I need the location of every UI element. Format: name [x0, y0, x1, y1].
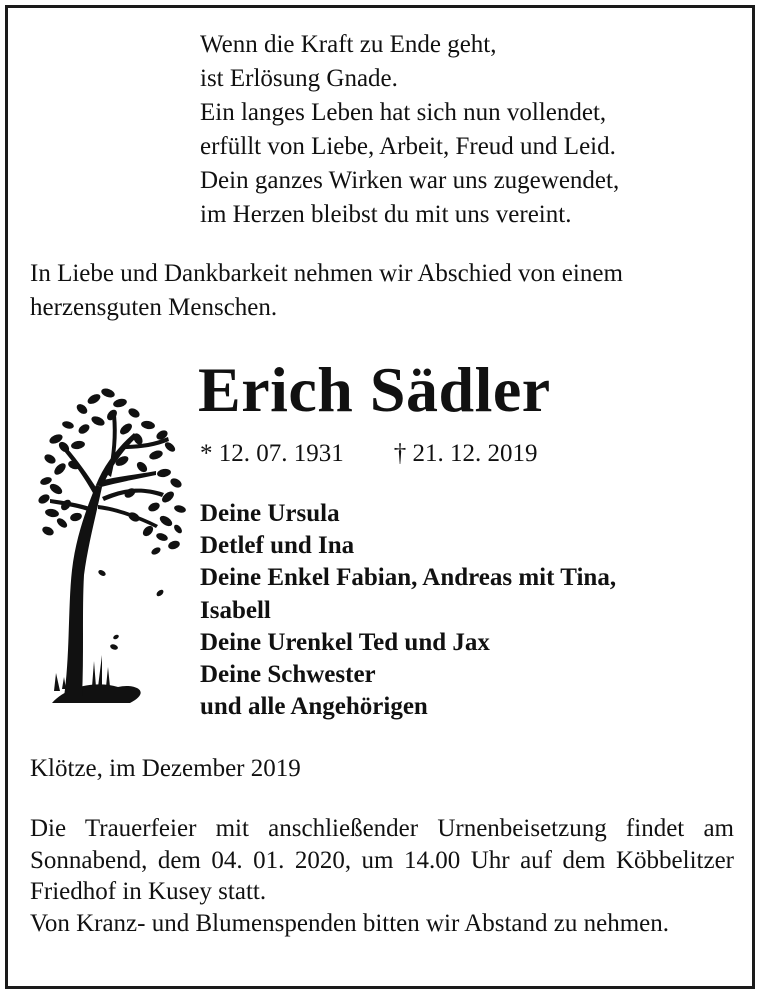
- mourner-line: Deine Enkel Fabian, Andreas mit Tina,: [200, 564, 617, 592]
- poem-line: Dein ganzes Wirken war uns zugewendet,: [200, 167, 620, 194]
- mourners-list: [200, 498, 616, 723]
- mourner-line: Isabell: [200, 596, 271, 624]
- ceremony-text: Die Trauerfeier mit anschließender Urnenbeisetzung findet am Sonnabend, dem 04. 01. 2020, um 14.00 Uhr auf dem Köbbelitzer Friedhof in Kusey statt.: [30, 815, 734, 905]
- mourner-line: Deine Urenkel Ted und Jax: [200, 628, 490, 656]
- mourner-line: Detlef und Ina: [200, 532, 355, 560]
- life-dates: [200, 438, 538, 470]
- service-info: [30, 813, 734, 939]
- tree-silhouette-icon: [38, 385, 188, 715]
- poem-line: Ein langes Leben hat sich nun vollendet,: [200, 99, 607, 126]
- death-date: † 21. 12. 2019: [393, 440, 538, 467]
- intro-text: In Liebe und Dankbarkeit nehmen wir Abschied von einem herzensguten Menschen.: [30, 260, 623, 321]
- poem-line: Wenn die Kraft zu Ende geht,: [200, 31, 497, 58]
- birth-date: * 12. 07. 1931: [200, 440, 344, 467]
- deceased-name: Erich Sädler: [198, 354, 551, 425]
- mourner-line: und alle Angehörigen: [200, 693, 428, 721]
- mourner-line: Deine Schwester: [200, 661, 376, 689]
- poem-line: erfüllt von Liebe, Arbeit, Freud und Leid.: [200, 133, 616, 160]
- poem-line: im Herzen bleibst du mit uns vereint.: [200, 201, 572, 228]
- place-date: Klötze, im Dezember 2019: [30, 755, 301, 782]
- donation-request-text: Von Kranz- und Blumenspenden bitten wir Abstand zu nehmen.: [30, 909, 670, 937]
- poem-line: ist Erlösung Gnade.: [200, 65, 398, 92]
- mourner-line: Deine Ursula: [200, 500, 340, 527]
- poem: [200, 28, 619, 232]
